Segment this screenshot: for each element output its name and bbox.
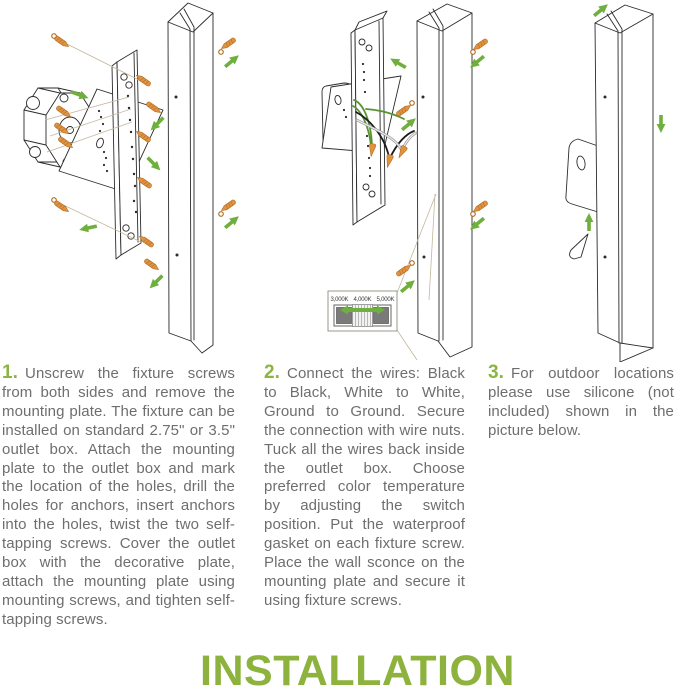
step-1-text: Unscrew the fixture screws from both sides and remove the mounting plate. The fixture can be installed on standard 2.75" or 3.5" outlet box. Attach the mounting plate to the outlet box and mark the location of the holes, drill the holes for anchors, insert anchors into the holes, twist the two self-tapping screws. Cover the outlet box with the decorative plate, attach the mounting plate using mounting screws, and tighten self-tapping screws. [2, 365, 235, 628]
step-3-number: 3. [488, 362, 505, 383]
screw-icon [144, 258, 160, 271]
green-arrow-icon [145, 155, 164, 174]
switch-label-5000k: 5,000K [376, 297, 395, 303]
wall-sconce [417, 4, 472, 357]
gasket-ring-icon [219, 212, 224, 217]
screw-icon [472, 38, 488, 51]
wall-sconce [595, 5, 653, 362]
screw-icon [220, 199, 236, 212]
green-arrow-icon [388, 55, 408, 72]
gasket-ring-icon [471, 50, 476, 55]
green-arrow-icon [398, 277, 417, 295]
diagram-step-1 [24, 3, 242, 353]
green-arrow-icon [585, 213, 594, 231]
gasket-ring-icon [410, 261, 415, 266]
green-arrow-icon [657, 115, 666, 133]
green-arrow-icon [222, 213, 241, 231]
diagram-step-3 [566, 1, 666, 362]
green-arrow-icon [222, 52, 241, 70]
step-3-text: For outdoor locations please use silicone (not included) shown in the picture below. [488, 365, 674, 439]
green-arrow-icon [147, 273, 166, 292]
gasket-ring-icon [471, 212, 476, 217]
screw-icon [396, 103, 412, 116]
green-arrow-icon [78, 222, 97, 234]
screw-icon [472, 200, 488, 213]
page-title: INSTALLATION [200, 647, 515, 689]
gasket-ring-icon [219, 50, 224, 55]
gasket-ring-icon [410, 101, 415, 106]
step-2-text: Connect the wires: Black to Black, White to White, Ground to Ground. Secure the connection with wire nuts. Tuck all the wires back inside the outlet box. Choose preferred color temperature by adjusting the switch position. Put the waterproof gasket on each fixture screw. Place the wall sconce on the mounting plate and secure it using fixture screws. [264, 365, 465, 609]
mounting-plate [351, 11, 387, 225]
diagram-step-2 [322, 4, 488, 360]
gasket-ring-icon [52, 34, 57, 39]
wire-nut-icon [384, 154, 393, 168]
step-2-instructions [264, 364, 465, 611]
step-1-number: 1. [2, 362, 19, 383]
step-1-instructions [2, 364, 235, 630]
mounting-plate [112, 50, 141, 259]
silicone-tube [570, 234, 588, 259]
screw-icon [220, 37, 236, 50]
step-3-instructions [488, 364, 674, 441]
step-2-number: 2. [264, 362, 281, 383]
gasket-ring-icon [52, 198, 57, 203]
color-temperature-switch-detail [328, 291, 397, 331]
switch-label-4000k: 4,000K [353, 297, 372, 303]
wire-nut-icon [396, 145, 408, 159]
wall-sconce [168, 3, 213, 353]
switch-label-3000k: 3,000K [330, 297, 349, 303]
wall-plate [566, 139, 598, 212]
